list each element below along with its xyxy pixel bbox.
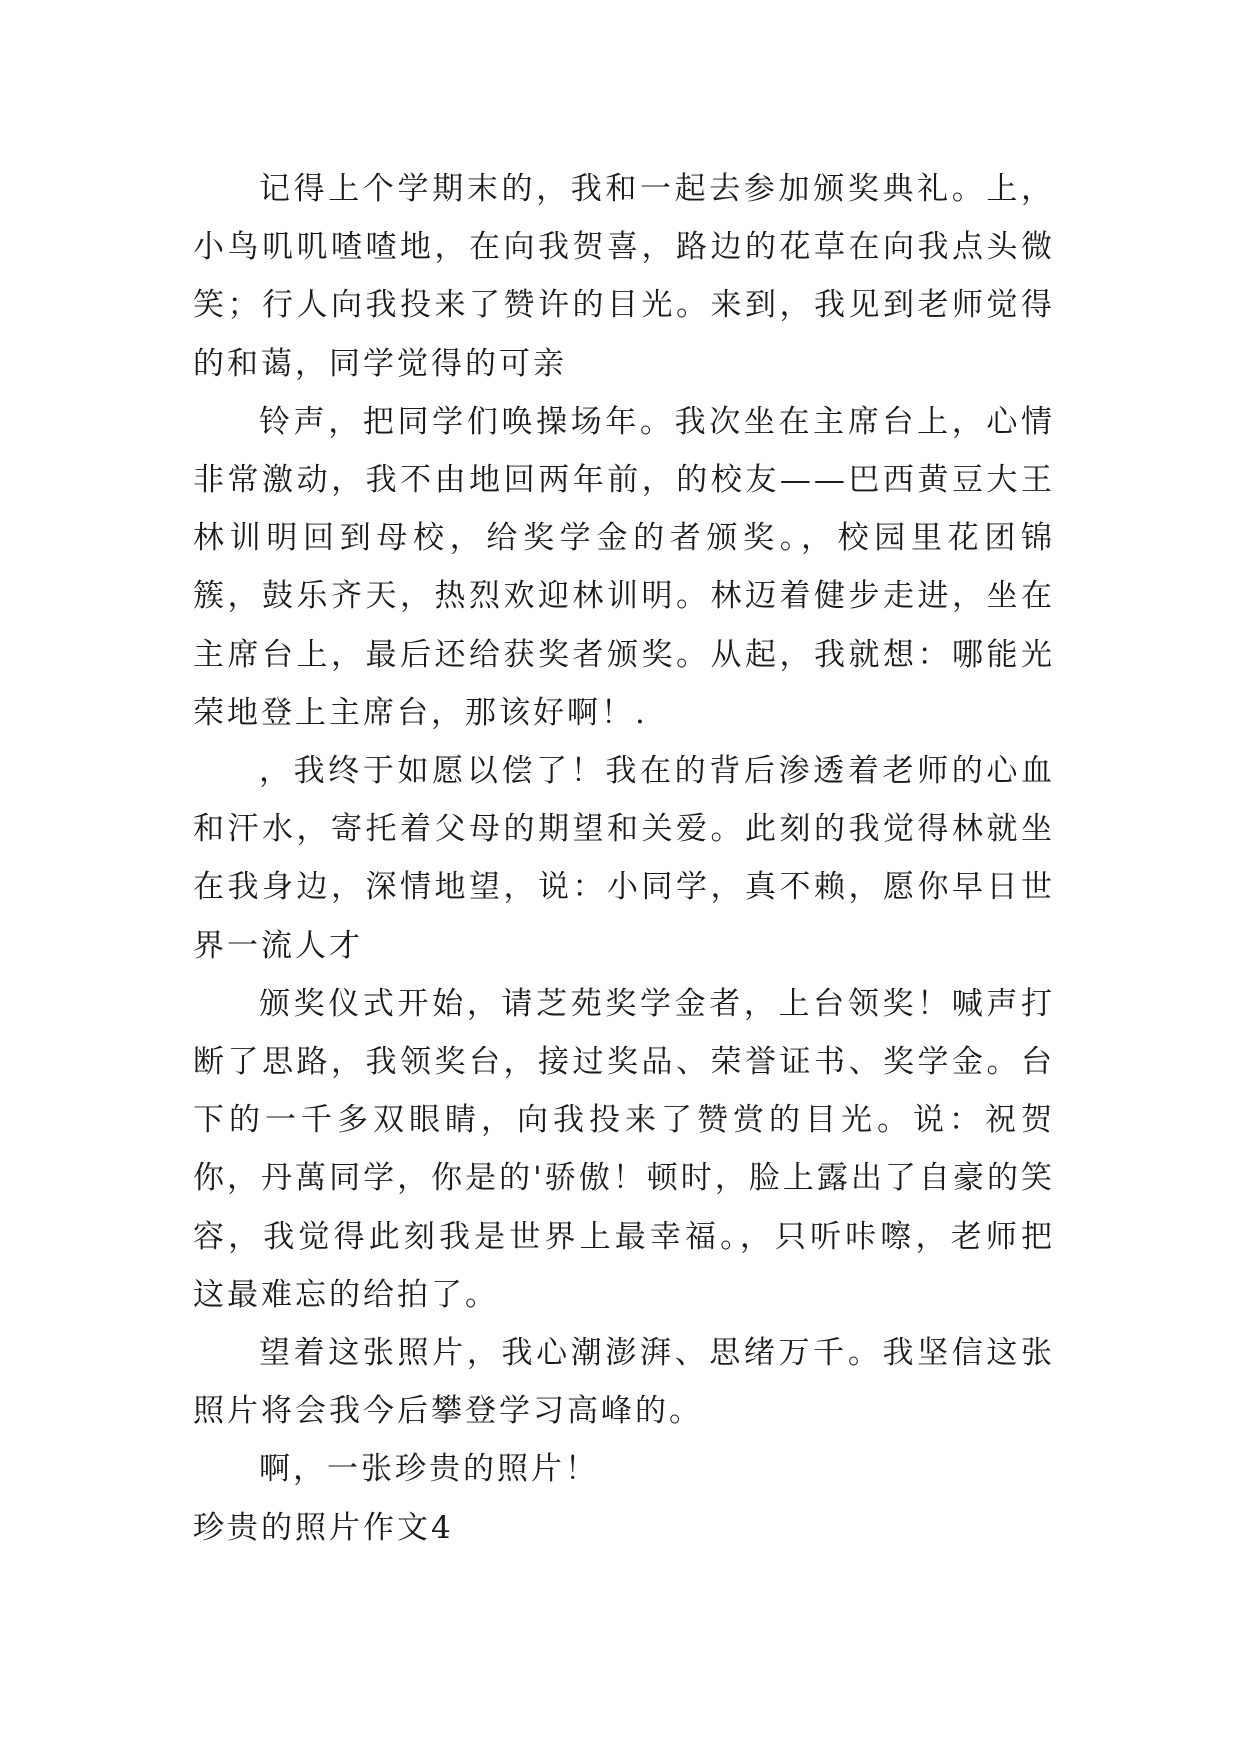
paragraph-3: ，我终于如愿以偿了！我在的背后渗透着老师的心血和汗水，寄托着父母的期望和关爱。此刻的我觉得林就坐在我身边，深情地望，说：小同学，真不赖，愿你早日世界一流人才 xyxy=(193,753,1055,964)
paragraph-1: 记得上个学期末的，我和一起去参加颁奖典礼。上，小鸟叽叽喳喳地，在向我贺喜，路边的花草在向我点头微笑；行人向我投来了赞许的目光。来到，我见到老师觉得的和蔼，同学觉得的可亲 xyxy=(193,171,1055,382)
section-heading: 珍贵的照片作文4 xyxy=(193,1509,454,1546)
paragraph-4: 颁奖仪式开始，请芝苑奖学金者，上台领奖！喊声打断了思路，我领奖台，接过奖品、荣誉证书、奖学金。台下的一千多双眼睛，向我投来了赞赏的目光。说：祝贺你，丹萬同学，你是的'骄傲！顿时，脸上露出了自豪的笑容，我觉得此刻我是世界上最幸福。，只听咔嚓，老师把这最难忘的给拍了。 xyxy=(193,985,1055,1313)
document-body xyxy=(193,160,1055,1557)
paragraph-6: 啊，一张珍贵的照片！ xyxy=(259,1451,599,1488)
paragraph-5: 望着这张照片，我心潮澎湃、思绪万千。我坚信这张照片将会我今后攀登学习高峰的。 xyxy=(193,1335,1055,1430)
paragraph-2: 铃声，把同学们唤操场年。我次坐在主席台上，心情非常激动，我不由地回两年前，的校友——巴西黄豆大王林训明回到母校，给奖学金的者颁奖。，校园里花团锦簇，鼓乐齐天，热烈欢迎林训明。林迈着健步走进，坐在主席台上，最后还给获奖者颁奖。从起，我就想：哪能光荣地登上主席台，那该好啊！. xyxy=(193,403,1055,731)
